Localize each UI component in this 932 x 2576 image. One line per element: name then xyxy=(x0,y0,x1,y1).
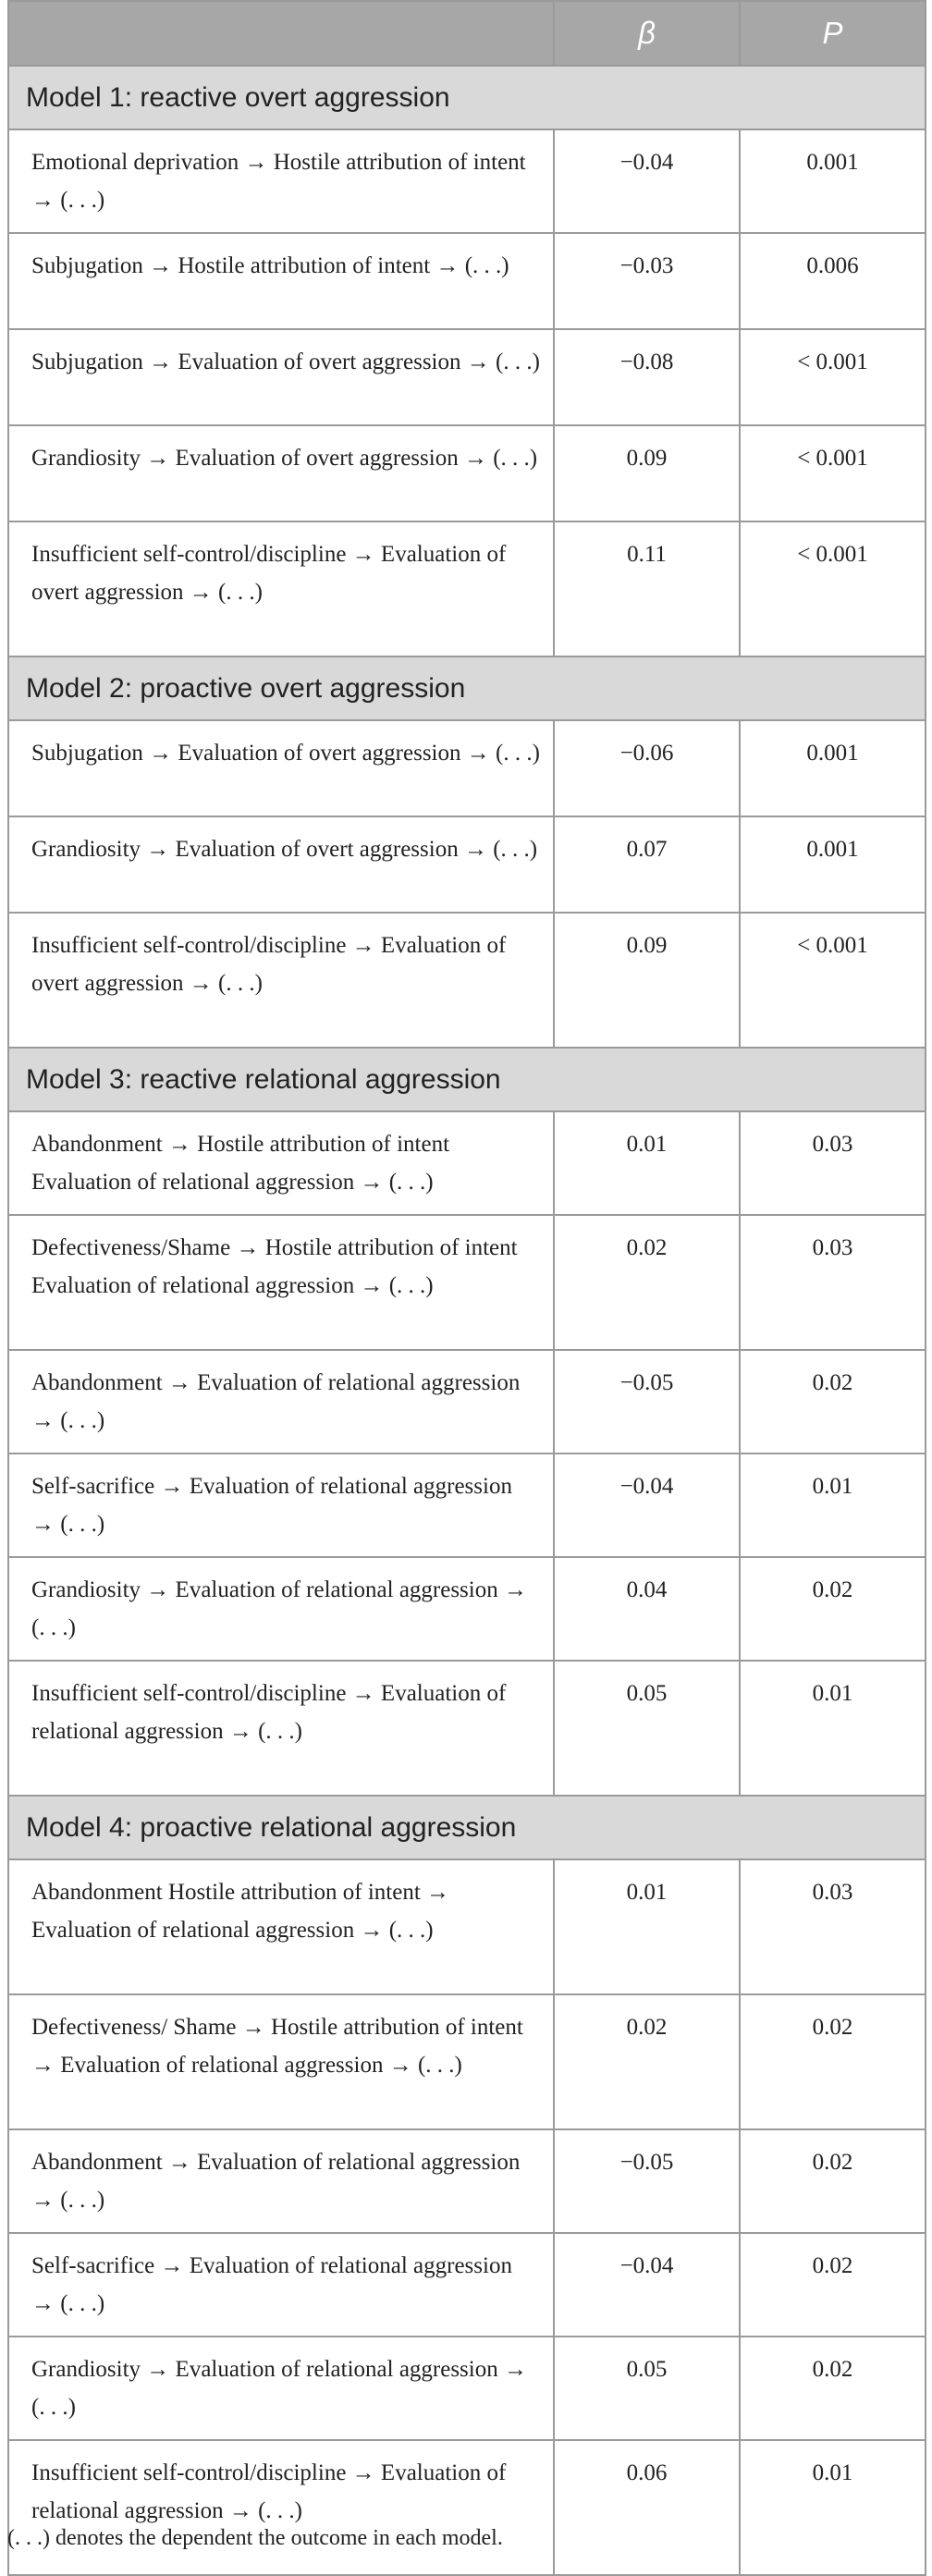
beta-cell: 0.09 xyxy=(554,425,740,521)
path-cell: Grandiosity → Evaluation of overt aggression → (. . .) xyxy=(8,425,554,521)
table-row xyxy=(8,1111,926,1215)
beta-cell: −0.05 xyxy=(554,1350,740,1454)
p-cell: < 0.001 xyxy=(740,329,926,425)
table-row xyxy=(8,2129,926,2233)
p-cell: 0.03 xyxy=(740,1111,926,1215)
path-cell: Emotional deprivation → Hostile attribution of intent → (. . .) xyxy=(8,129,554,233)
p-cell: 0.01 xyxy=(740,1661,926,1796)
table-row xyxy=(8,2440,926,2575)
path-cell: Grandiosity → Evaluation of relational aggression → (. . .) xyxy=(8,1557,554,1661)
mediation-results-table xyxy=(7,0,926,2576)
model-2-section-header xyxy=(8,656,926,720)
p-cell: 0.03 xyxy=(740,1215,926,1350)
p-cell: 0.001 xyxy=(740,720,926,816)
table-row xyxy=(8,1350,926,1454)
p-cell: 0.02 xyxy=(740,2233,926,2337)
path-cell: Subjugation → Evaluation of overt aggression → (. . .) xyxy=(8,720,554,816)
header-p: P xyxy=(740,1,926,66)
model-title: Model 1: reactive overt aggression xyxy=(8,66,926,129)
table-row xyxy=(8,1454,926,1557)
table-row xyxy=(8,2337,926,2440)
beta-cell: 0.06 xyxy=(554,2440,740,2575)
beta-cell: −0.06 xyxy=(554,720,740,816)
beta-cell: 0.01 xyxy=(554,1111,740,1215)
path-cell: Insufficient self-control/discipline → Evaluation of relational aggression → (. . .) xyxy=(8,1661,554,1796)
p-cell: 0.001 xyxy=(740,129,926,233)
beta-cell: 0.09 xyxy=(554,913,740,1048)
beta-cell: 0.05 xyxy=(554,2337,740,2440)
path-cell: Subjugation → Hostile attribution of intent → (. . .) xyxy=(8,233,554,329)
table-row xyxy=(8,913,926,1048)
path-cell: Abandonment Hostile attribution of intent → Evaluation of relational aggression → (. . .) xyxy=(8,1859,554,1994)
p-cell: 0.02 xyxy=(740,2129,926,2233)
table-row xyxy=(8,2233,926,2337)
beta-cell: 0.05 xyxy=(554,1661,740,1796)
path-cell: Abandonment → Evaluation of relational aggression → (. . .) xyxy=(8,1350,554,1454)
p-cell: 0.02 xyxy=(740,2337,926,2440)
path-cell: Self-sacrifice → Evaluation of relational aggression → (. . .) xyxy=(8,1454,554,1557)
p-cell: < 0.001 xyxy=(740,521,926,656)
model-title: Model 3: reactive relational aggression xyxy=(8,1048,926,1111)
path-cell: Defectiveness/Shame → Hostile attribution of intent Evaluation of relational aggression → (. . .) xyxy=(8,1215,554,1350)
p-cell: 0.02 xyxy=(740,1557,926,1661)
table-footnote: (. . .) denotes the dependent the outcome in each model. xyxy=(7,2526,503,2550)
p-cell: 0.01 xyxy=(740,1454,926,1557)
table-row xyxy=(8,1661,926,1796)
path-cell: Insufficient self-control/discipline → Evaluation of overt aggression → (. . .) xyxy=(8,913,554,1048)
path-cell: Insufficient self-control/discipline → Evaluation of overt aggression → (. . .) xyxy=(8,521,554,656)
table-row xyxy=(8,1215,926,1350)
table-row xyxy=(8,233,926,329)
table-row xyxy=(8,1859,926,1994)
beta-cell: −0.05 xyxy=(554,2129,740,2233)
table-row xyxy=(8,1557,926,1661)
p-cell: 0.006 xyxy=(740,233,926,329)
beta-cell: 0.02 xyxy=(554,1994,740,2129)
path-cell: Self-sacrifice → Evaluation of relational aggression → (. . .) xyxy=(8,2233,554,2337)
model-1-section-header xyxy=(8,66,926,129)
p-cell: < 0.001 xyxy=(740,425,926,521)
path-cell: Abandonment → Evaluation of relational aggression → (. . .) xyxy=(8,2129,554,2233)
beta-cell: 0.02 xyxy=(554,1215,740,1350)
table-row xyxy=(8,425,926,521)
table-row xyxy=(8,129,926,233)
model-3-section-header xyxy=(8,1048,926,1111)
beta-cell: −0.04 xyxy=(554,129,740,233)
table-row xyxy=(8,720,926,816)
results-table-container xyxy=(7,0,925,2576)
beta-cell: −0.04 xyxy=(554,2233,740,2337)
table-row xyxy=(8,816,926,913)
p-cell: 0.01 xyxy=(740,2440,926,2575)
p-cell: < 0.001 xyxy=(740,913,926,1048)
path-cell: Grandiosity → Evaluation of relational aggression → (. . .) xyxy=(8,2337,554,2440)
beta-cell: 0.07 xyxy=(554,816,740,913)
p-cell: 0.02 xyxy=(740,1350,926,1454)
table-row xyxy=(8,329,926,425)
header-beta: β xyxy=(554,1,740,66)
path-cell: Insufficient self-control/discipline → Evaluation of relational aggression → (. . .) xyxy=(8,2440,554,2575)
path-cell: Grandiosity → Evaluation of overt aggression → (. . .) xyxy=(8,816,554,913)
model-4-section-header xyxy=(8,1796,926,1859)
model-title: Model 2: proactive overt aggression xyxy=(8,656,926,720)
beta-cell: −0.08 xyxy=(554,329,740,425)
beta-cell: 0.01 xyxy=(554,1859,740,1994)
p-cell: 0.02 xyxy=(740,1994,926,2129)
path-cell: Subjugation → Evaluation of overt aggression → (. . .) xyxy=(8,329,554,425)
p-cell: 0.001 xyxy=(740,816,926,913)
table-row xyxy=(8,521,926,656)
beta-cell: −0.03 xyxy=(554,233,740,329)
beta-cell: 0.04 xyxy=(554,1557,740,1661)
path-cell: Defectiveness/ Shame → Hostile attribution of intent → Evaluation of relational aggression → (. . .) xyxy=(8,1994,554,2129)
model-title: Model 4: proactive relational aggression xyxy=(8,1796,926,1859)
p-cell: 0.03 xyxy=(740,1859,926,1994)
path-cell: Abandonment → Hostile attribution of intent Evaluation of relational aggression → (. . .) xyxy=(8,1111,554,1215)
header-path xyxy=(8,1,554,66)
table-row xyxy=(8,1994,926,2129)
table-header-row xyxy=(8,1,926,66)
beta-cell: −0.04 xyxy=(554,1454,740,1557)
beta-cell: 0.11 xyxy=(554,521,740,656)
